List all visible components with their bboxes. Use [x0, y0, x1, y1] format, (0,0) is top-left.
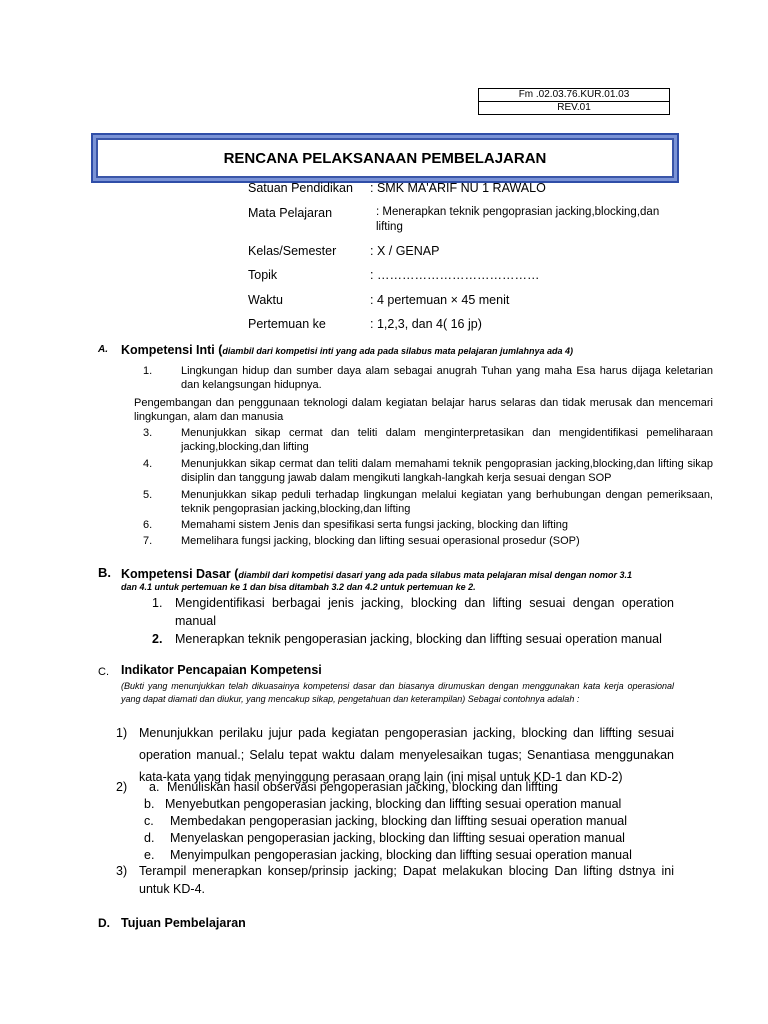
section-a-heading: [121, 341, 573, 359]
identity-label: Kelas/Semester: [248, 244, 337, 258]
ki-item-text: Menunjukkan sikap cermat dan teliti dalam memahami teknik pengoprasian jacking,blocking,dan lifting sikap disiplin dan tanggung jawab dalam mengikuti langkah-langkah kerja sesuai dengan SOP: [181, 458, 713, 484]
identity-value: : Menerapkan teknik pengoprasian jacking,blocking,dan: [376, 206, 660, 218]
ki-item-number: 4.: [143, 458, 153, 470]
ipk-sub-number: c.: [144, 814, 154, 828]
identity-label: Waktu: [248, 293, 283, 307]
ipk-sub-text: Menyelaskan pengoperasian jacking, blocking dan liffting sesuai operation manual: [170, 831, 625, 845]
ki-item-7: [143, 534, 713, 548]
ipk-sub-text: Menyimpulkan pengoperasian jacking, blocking dan liffting sesuai operation manual: [170, 848, 632, 862]
ipk-item-number: 3): [116, 864, 128, 878]
ki-item-6: [143, 518, 713, 532]
ki-item-1: [143, 364, 713, 392]
ipk-item-text: Menunjukkan perilaku jujur pada kegiatan pengoperasian jacking, blocking dan liffting sesuai operation manual.; Selalu tepat waktu dalam menyelesaikan tugas; Senantiasa menggunakan kata-kata yang tidak menyinggung perasaan orang lain (ini misal untuk KD-1 dan KD-2): [139, 726, 674, 784]
kd-item-number: 2.: [152, 632, 163, 646]
ki-item-4: [143, 457, 713, 485]
ipk-item-number: 1): [116, 726, 128, 740]
kd-item-2: [152, 630, 705, 648]
section-c-note: (Bukti yang menunjukkan telah dikuasainya kompetensi dasar dan biasanya dirumuskan dengan menggunakan kata kerja operasional yang dapat diamati dan diukur, yang mencakup sikap, pengetahuan dan keterampilan) Sebagai contohnya adalah :: [121, 681, 674, 704]
ipk-sub-item-c: [144, 812, 628, 830]
section-b-note-cont: dan 4.1 untuk pertemuan ke 1 dan bisa ditambah 3.2 dan 4.2 untuk pertemuan ke 2.: [121, 582, 476, 592]
ki-item-text: Menunjukkan sikap peduli terhadap lingkungan melalui kegiatan yang berhubungan dengan pemeriksaan, teknik pengoprasian jacking,blocking,dan lifting: [181, 489, 713, 515]
ki-item-text: Menunjukkan sikap cermat dan teliti dalam menginterpretasikan dan mengidentifikasi pemeliharaan jacking,blocking,dan lifting: [181, 427, 713, 453]
ki-item-number: 5.: [143, 489, 153, 501]
identity-label: Topik: [248, 268, 278, 282]
identity-label: Pertemuan ke: [248, 317, 326, 331]
ipk-sub-item-d: [144, 829, 625, 847]
ipk-sub-number: a.: [149, 780, 160, 794]
section-a-title: Kompetensi Inti (: [121, 343, 223, 357]
ki-item-number: 6.: [143, 519, 153, 531]
identity-value: : X / GENAP: [370, 244, 440, 258]
section-b-title: Kompetensi Dasar (: [121, 567, 239, 581]
ipk-item-text: Terampil menerapkan konsep/prinsip jacking; Dapat melakukan blocing Dan lifting dstnya ini untuk KD-4.: [139, 864, 674, 896]
ipk-sub-text: Menyebutkan pengoperasian jacking, blocking dan liffting sesuai operation manual: [165, 797, 622, 811]
section-b-heading: [121, 565, 632, 583]
revision-number: REV.01: [479, 101, 669, 114]
ki-item-3: [143, 426, 713, 454]
identity-value: : …………………………………: [370, 268, 540, 282]
ipk-sub-text: Menuliskan hasil observasi pengoperasian jacking, blocking dan liffting: [167, 780, 558, 794]
ipk-item-3: [116, 862, 674, 898]
kd-item-text: Menerapkan teknik pengoperasian jacking, blocking dan liffting sesuai operation manual: [175, 632, 662, 646]
identity-label: Satuan Pendidikan: [248, 181, 353, 195]
document-code-box: [478, 88, 670, 115]
page-title: RENCANA PELAKSANAAN PEMBELAJARAN: [96, 138, 674, 178]
ipk-item-2-number: 2): [116, 780, 128, 794]
section-a-note: diambil dari kompetisi inti yang ada pada silabus mata pelajaran jumlahnya ada 4): [222, 346, 574, 356]
ipk-sub-item-b: [144, 795, 622, 813]
section-a-letter: A.: [98, 344, 108, 355]
ipk-sub-number: d.: [144, 831, 155, 845]
ki-item-text: Lingkungan hidup dan sumber daya alam sebagai anugrah Tuhan yang maha Esa harus dijaga keletarian dan kelangsungan hidupnya.: [181, 365, 713, 391]
ki-item-5: [143, 488, 713, 516]
ki-item-number: 7.: [143, 535, 153, 547]
ki-item-2: [134, 396, 713, 424]
ki-item-number: 1.: [143, 365, 153, 377]
ki-item-text: Memahami sistem Jenis dan spesifikasi serta fungsi jacking, blocking dan lifting: [181, 519, 569, 531]
form-number: Fm .02.03.76.KUR.01.03: [518, 89, 630, 100]
ki-item-text: Memelihara fungsi jacking, blocking dan lifting sesuai operasional prosedur (SOP): [181, 535, 580, 547]
section-d-letter: D.: [98, 916, 110, 930]
identity-value: : SMK MA'ARIF NU 1 RAWALO: [370, 181, 546, 195]
ipk-sub-text: Membedakan pengoperasian jacking, blocking dan liffting sesuai operation manual: [170, 814, 628, 828]
kd-item-number: 1.: [152, 596, 163, 610]
section-c-title: Indikator Pencapaian Kompetensi: [121, 663, 322, 677]
section-d-title: Tujuan Pembelajaran: [121, 916, 246, 930]
identity-value: : 1,2,3, dan 4( 16 jp): [370, 317, 482, 331]
section-c-letter: C.: [98, 666, 109, 678]
ipk-sub-number: b.: [144, 797, 155, 811]
identity-value-cont: lifting: [376, 221, 403, 233]
section-b-note: diambil dari kompetisi dasari yang ada pada silabus mata pelajaran misal dengan nomor 3.1: [238, 570, 633, 580]
identity-label: Mata Pelajaran: [248, 206, 333, 220]
ki-item-text: Pengembangan dan penggunaan teknologi dalam kegiatan belajar harus selaras dan tidak merusak dan mencemari lingkungan, alam dan manusia: [134, 397, 713, 423]
kd-item-1: [152, 594, 674, 630]
identity-value: : 4 pertemuan × 45 menit: [370, 293, 510, 307]
ipk-sub-number: e.: [144, 848, 155, 862]
kd-item-text: Mengidentifikasi berbagai jenis jacking, blocking dan lifting sesuai dengan operation manual: [175, 596, 674, 628]
ki-item-number: 3.: [143, 427, 153, 439]
section-b-letter: B.: [98, 565, 111, 580]
ipk-sub-item-a: [149, 778, 558, 796]
